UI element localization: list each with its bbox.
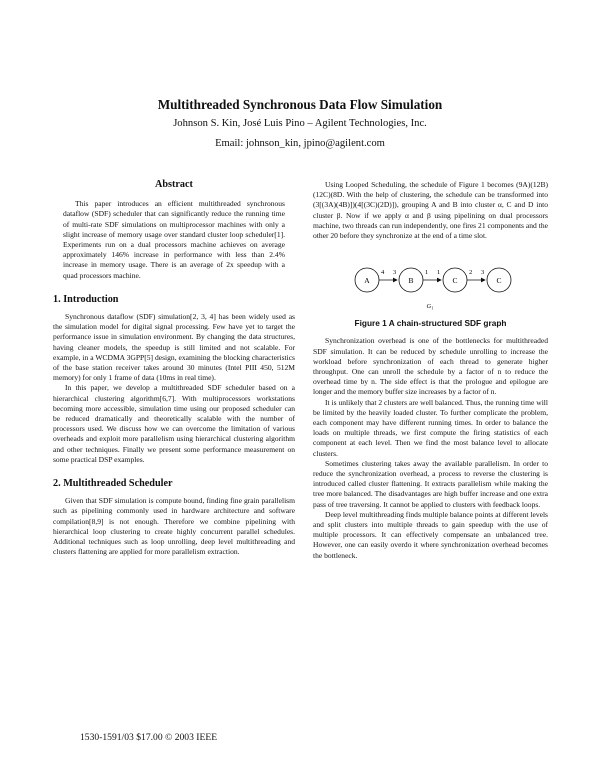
- section-2-paragraph-1: Given that SDF simulation is compute bound, finding fine grain parallelism such as pipelining commonly used in hardware architecture and software compilation[8,9] is not enough. Therefore we combine pipelining with hierarchical loop clustering to create highly concurrent parallel schedules. Additional techniques such as loop unrolling, deep level multithreading and clusters flattening are applied for more parallelism extraction.: [53, 496, 295, 557]
- section-2-heading: 2. Multithreaded Scheduler: [53, 478, 173, 490]
- sdf-chain-graph: [313, 252, 548, 314]
- abstract-heading: Abstract: [155, 179, 193, 190]
- right-paragraph-5: Deep level multithreading finds multiple balance points at different levels and split clusters into multiple threads to gain speedup with the use of multiple processors. It can effectively compensate an unbalanced tree. However, one can easily overdo it where synchronization overhead becomes the bottleneck.: [313, 509, 548, 560]
- right-column: [313, 180, 548, 561]
- left-column: [53, 180, 295, 558]
- paper-email: Email: johnson_kin, jpino@agilent.com: [215, 138, 385, 149]
- node-label: A: [364, 276, 370, 286]
- edge-rate-label: 4: [381, 269, 385, 277]
- right-paragraph-2: Synchronization overhead is one of the bottlenecks for multithreaded SDF simulation. It can be reduced by schedule unrolling to increase the workload before synchronization of each thread to generate higher throughput. One can unroll the schedule by a factor of n to reduce the overhead time by n. The side effect is that the prologue and epilogue are longer and the memory buffer size increases by a factor of n.: [313, 336, 548, 397]
- edge-rate-label: 3: [393, 269, 397, 277]
- figure-1: [313, 252, 548, 314]
- right-paragraph-1: Using Looped Scheduling, the schedule of Figure 1 becomes (9A)(12B)(12C)(8D. With the help of clustering, the schedule can be transformed into (3[(3A)(4B)])(4[(3C)(2D)]), grouping A and B into cluster α, C and D into cluster β. Now if we apply α and β using pipelining on dual processors machine, two threads can run independently, one fires 21 components and the other 20 before they synchronize at the end of a time slot.: [313, 180, 548, 241]
- right-paragraph-4: Sometimes clustering takes away the available parallelism. In order to reduce the synchronization overhead, a process to reverse the clustering is introduced called cluster flattening. It extracts parallelism while making the tree more balanced. The disadvantages are high buffer increase and one extra pass of tree traversing. It cannot be applied to clusters with feedback loops.: [313, 458, 548, 509]
- intro-paragraph-2: In this paper, we develop a multithreaded SDF scheduler based on a hierarchical clustering algorithm[6,7]. With multiprocessors workstations becoming more accessible, simulation time using our proposed scheduler can be reduced dramatically and theoretically scalable with the number of processors used. We discuss how we can overcome the limitation of various overheads and exploit more parallelism using hierarchical clustering algorithm and other techniques. Finally we present some performance measurement on some practical DSP examples.: [53, 383, 295, 464]
- paper-authors: Johnson S. Kin, José Luis Pino – Agilent Technologies, Inc.: [173, 118, 427, 129]
- node-label: C: [452, 276, 458, 286]
- node-label: B: [408, 276, 414, 286]
- paper-title: Multithreaded Synchronous Data Flow Simulation: [157, 97, 443, 112]
- abstract-text: This paper introduces an efficient multithreaded synchronous dataflow (SDF) scheduler that can significantly reduce the running time of multi-rate SDF simulations on multiprocessor machines with only a slight increase of memory usage over standard cluster loop scheduler[1]. Experiments run on a dual processors machine achieves on average approximately 146% increase in performance with less than 2.4% increase in memory usage. There is an average of 2x speedup with a quad processors machine.: [63, 199, 285, 280]
- right-paragraph-3: It is unlikely that 2 clusters are well balanced. Thus, the running time will be limited by the heavily loaded cluster. To further complicate the problem, each component may have different running times. In order to balance the loads on multiple threads, we first compute the firing statistics of each component at each level. Then we find the most balance level to allocate clusters.: [313, 397, 548, 458]
- edge-rate-label: 2: [469, 269, 473, 277]
- section-1-heading: 1. Introduction: [53, 293, 119, 305]
- figure-1-caption: Figure 1 A chain-structured SDF graph: [354, 318, 507, 329]
- edge-rate-label: 1: [437, 269, 441, 277]
- abstract-body: [53, 199, 295, 281]
- copyright-footer: 1530-1591/03 $17.00 © 2003 IEEE: [80, 732, 218, 743]
- node-label: C: [496, 276, 502, 286]
- edge-rate-label: 3: [481, 269, 485, 277]
- intro-paragraph-1: Synchronous dataflow (SDF) simulation[2, 3, 4] has been widely used as the simulation model for digital signal processing. Few have yet to target the performance issue in simulation environment. By changing the data structures, having cleaner models, the speedup is still limited and not scalable. For example, in a WCDMA 3GPP[5] design, examining the blocking characteristics of the base station receiver takes around 30 minutes (Intel PIII 450, 512M memory) for only 1 frame of data (10ms in real time).: [53, 312, 295, 383]
- graph-label: G₁: [426, 303, 434, 311]
- edge-rate-label: 1: [425, 269, 429, 277]
